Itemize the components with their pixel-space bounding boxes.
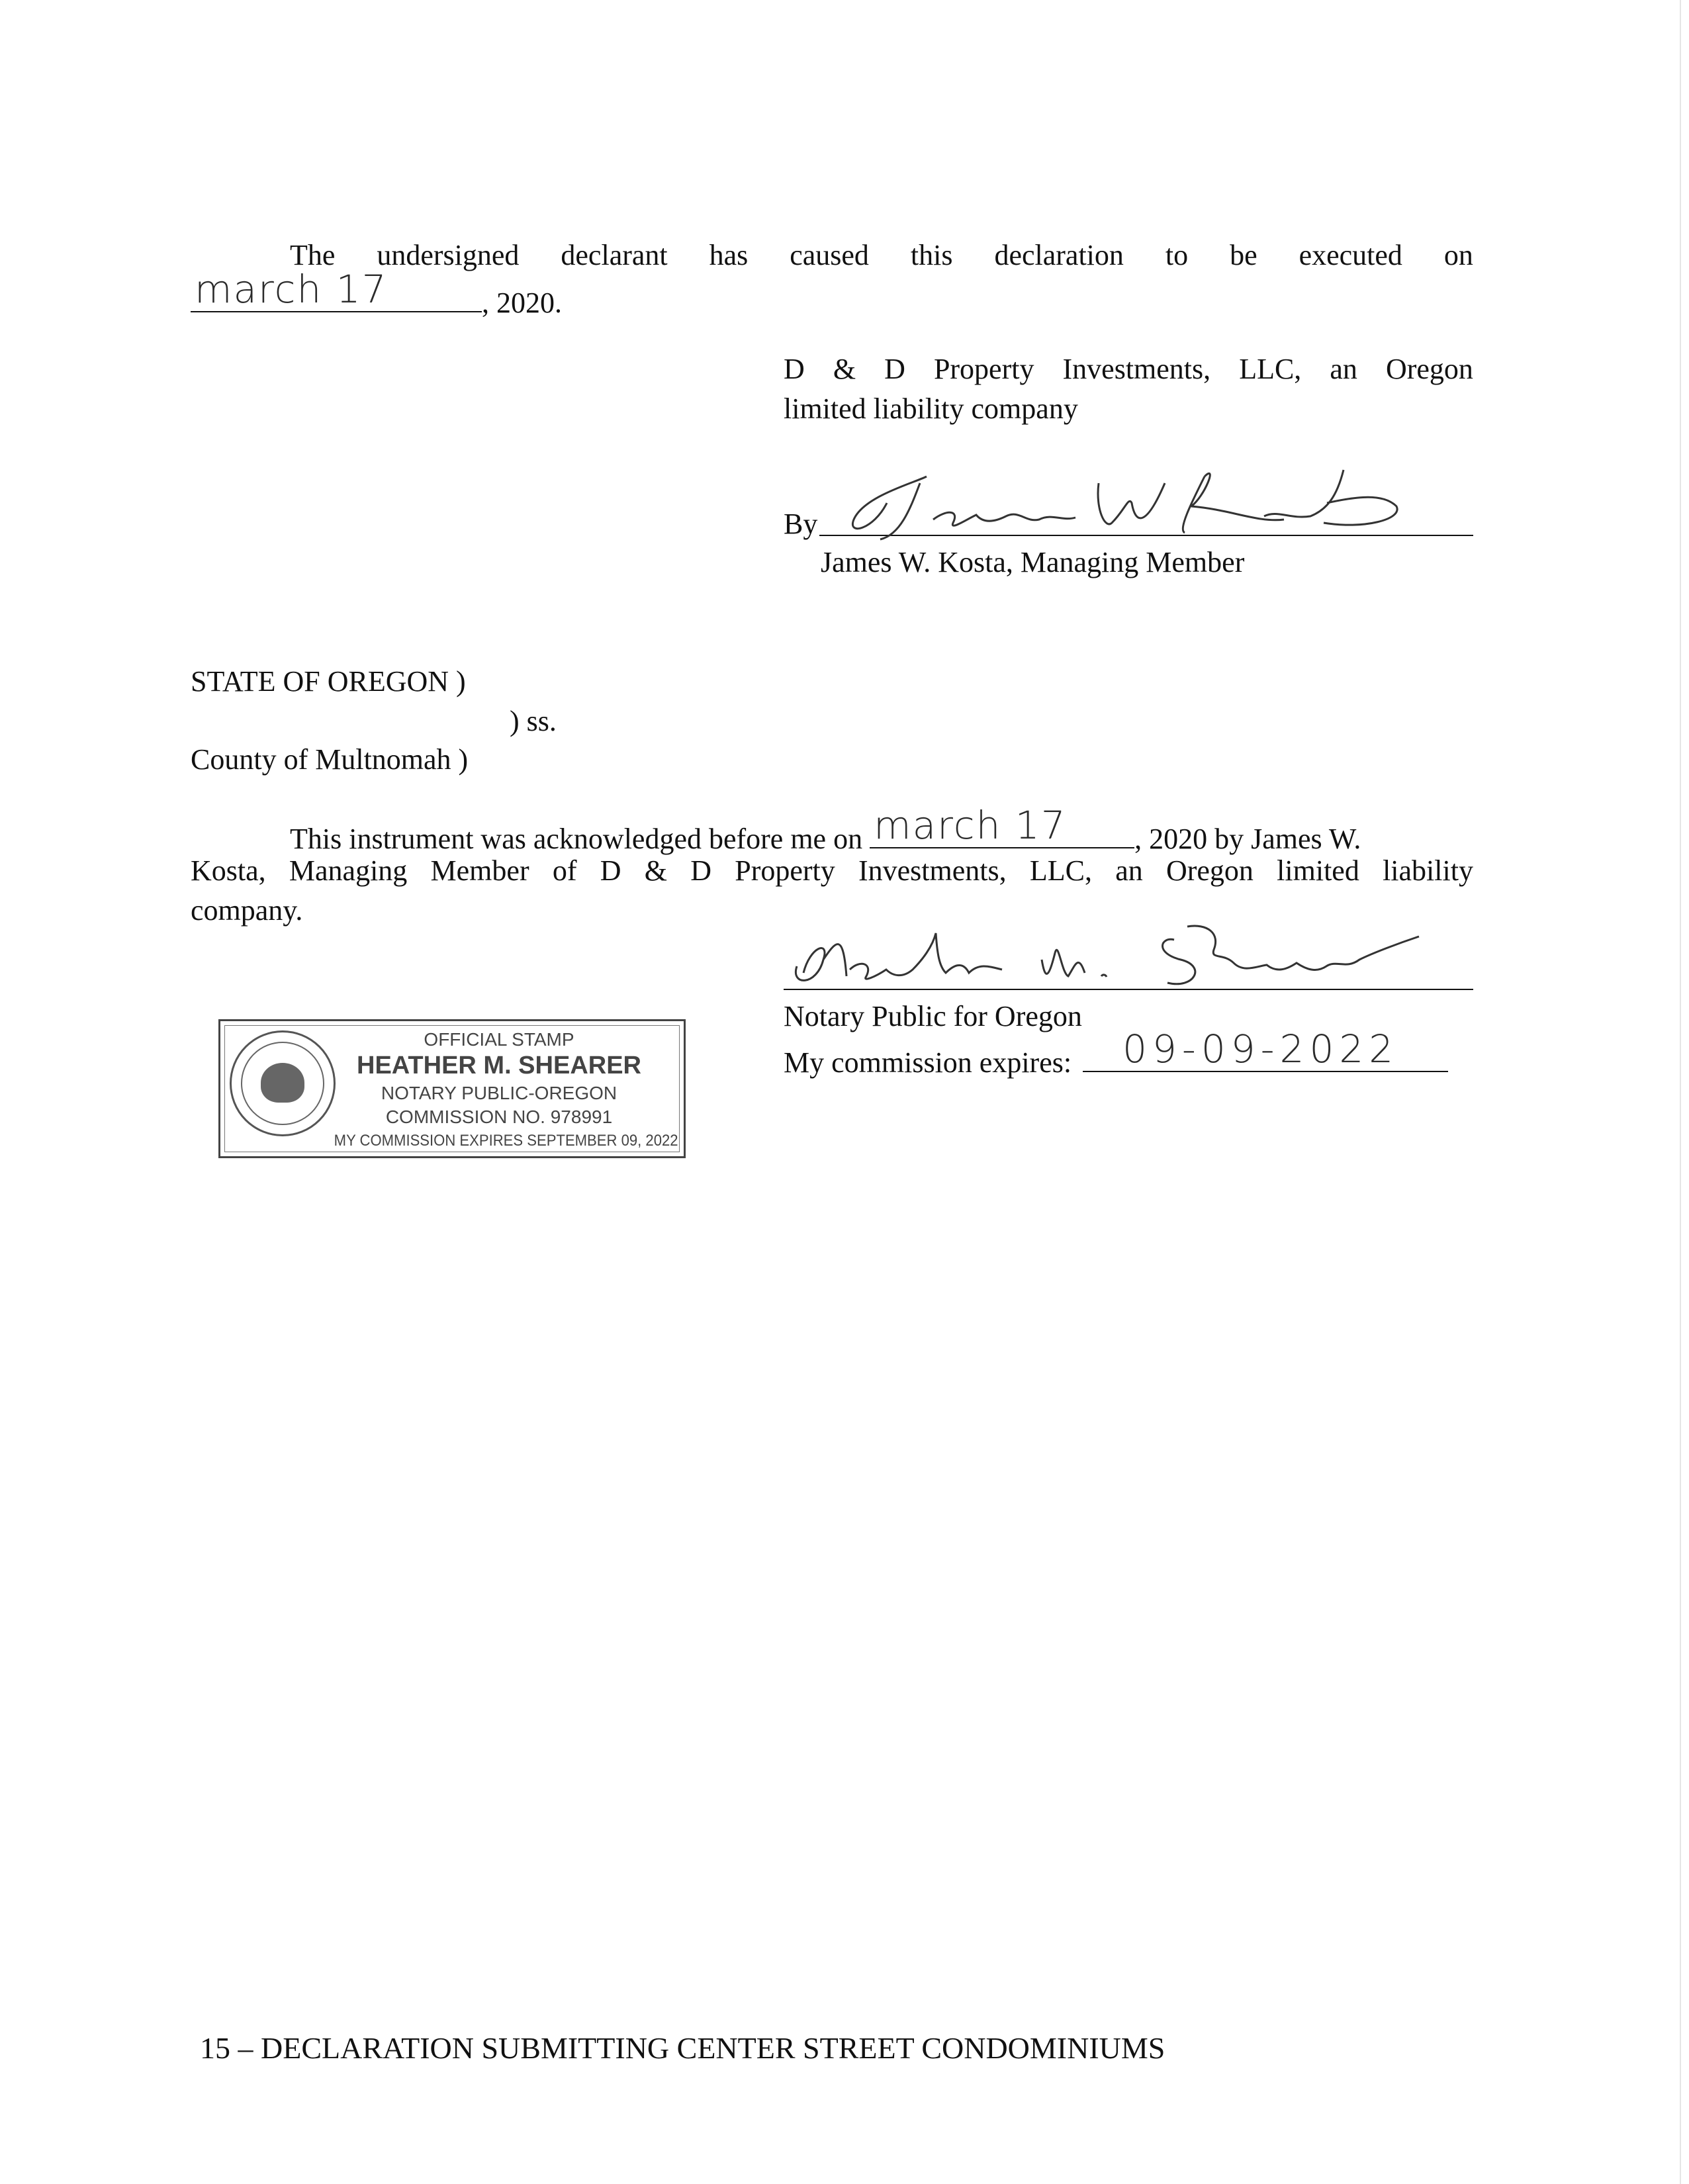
acknowledgment-word: limited bbox=[1277, 854, 1359, 887]
venue-county: County of Multnomah ) bbox=[191, 743, 469, 776]
execution-word: The bbox=[290, 239, 336, 271]
stamp-line-3: NOTARY PUBLIC-OREGON bbox=[381, 1083, 617, 1103]
acknowledgment-word: liability bbox=[1383, 854, 1473, 887]
acknowledgment-prefix: This instrument was acknowledged before me on bbox=[290, 823, 863, 855]
page-footer: 15 – DECLARATION SUBMITTING CENTER STREET CONDOMINIUMS bbox=[200, 2031, 1165, 2065]
company-word: & bbox=[833, 353, 856, 385]
execution-word: declaration bbox=[994, 239, 1124, 271]
acknowledgment-word: an bbox=[1115, 854, 1143, 887]
execution-word: be bbox=[1230, 239, 1257, 271]
stamp-line-5: MY COMMISSION EXPIRES SEPTEMBER 09, 2022 bbox=[334, 1132, 678, 1150]
acknowledgment-word: & bbox=[644, 854, 667, 887]
acknowledgment-word: D bbox=[600, 854, 621, 887]
stamp-line-4: COMMISSION NO. 978991 bbox=[385, 1107, 613, 1127]
execution-date-blank bbox=[191, 267, 482, 312]
company-word: Oregon bbox=[1385, 353, 1473, 385]
company-word: LLC, bbox=[1239, 353, 1302, 385]
acknowledgment-word: Member bbox=[430, 854, 529, 887]
acknowledgment-suffix: , 2020 by James W. bbox=[1134, 823, 1361, 855]
execution-word: executed bbox=[1299, 239, 1402, 271]
company-line-1 bbox=[784, 355, 1473, 384]
company-line-2: limited liability company bbox=[784, 392, 1078, 425]
acknowledgment-word: LLC, bbox=[1029, 854, 1092, 887]
acknowledgment-word: Kosta, bbox=[191, 854, 266, 887]
acknowledgment-word: Managing bbox=[289, 854, 408, 887]
stamp-text bbox=[320, 1026, 678, 1150]
company-word: Investments, bbox=[1062, 353, 1211, 385]
execution-year: , 2020. bbox=[482, 287, 562, 319]
execution-word: declarant bbox=[561, 239, 668, 271]
company-word: D bbox=[784, 353, 805, 385]
acknowledgment-word: D bbox=[690, 854, 711, 887]
acknowledgment-date-handwritten: march 17 bbox=[874, 803, 1067, 848]
official-stamp bbox=[218, 1019, 686, 1158]
company-word: an bbox=[1330, 353, 1357, 385]
notary-title: Notary Public for Oregon bbox=[784, 1000, 1082, 1032]
execution-word: undersigned bbox=[377, 239, 520, 271]
execution-word: has bbox=[709, 239, 749, 271]
seal-emblem bbox=[261, 1063, 304, 1103]
by-label: By bbox=[784, 508, 818, 540]
company-signature-stroke bbox=[834, 457, 1430, 543]
execution-line-1 bbox=[290, 241, 1473, 270]
notary-expires bbox=[784, 1026, 1448, 1079]
stamp-line-1: OFFICIAL STAMP bbox=[424, 1029, 574, 1050]
acknowledgment-line-1 bbox=[290, 803, 1361, 855]
execution-line-2 bbox=[191, 267, 562, 319]
company-signature bbox=[834, 457, 1430, 543]
acknowledgment-date-blank bbox=[870, 803, 1134, 848]
company-signer-name: James W. Kosta, Managing Member bbox=[821, 546, 1245, 578]
acknowledgment-word: Investments, bbox=[858, 854, 1007, 887]
notary-signature bbox=[784, 913, 1472, 993]
company-word: D bbox=[884, 353, 905, 385]
acknowledgment-word: of bbox=[552, 854, 577, 887]
acknowledgment-line-2 bbox=[191, 856, 1473, 886]
scan-edge bbox=[1680, 0, 1681, 2184]
company-word: Property bbox=[933, 353, 1034, 385]
acknowledgment-word: Property bbox=[735, 854, 835, 887]
notary-expires-handwritten: 09-09-2022 bbox=[1122, 1026, 1399, 1071]
venue-state: STATE OF OREGON ) bbox=[191, 665, 466, 698]
execution-word: on bbox=[1443, 239, 1473, 271]
acknowledgment-word: Oregon bbox=[1165, 854, 1254, 887]
execution-word: this bbox=[910, 239, 953, 271]
notary-expires-blank bbox=[1083, 1026, 1448, 1072]
notary-signature-stroke bbox=[784, 913, 1472, 993]
execution-word: caused bbox=[790, 239, 869, 271]
execution-date-handwritten: march 17 bbox=[195, 267, 388, 312]
venue-ss: ) ss. bbox=[510, 705, 557, 737]
stamp-line-2: HEATHER M. SHEARER bbox=[357, 1052, 641, 1079]
notary-expires-label: My commission expires: bbox=[784, 1046, 1072, 1079]
acknowledgment-line-3: company. bbox=[191, 894, 303, 927]
execution-word: to bbox=[1165, 239, 1189, 271]
